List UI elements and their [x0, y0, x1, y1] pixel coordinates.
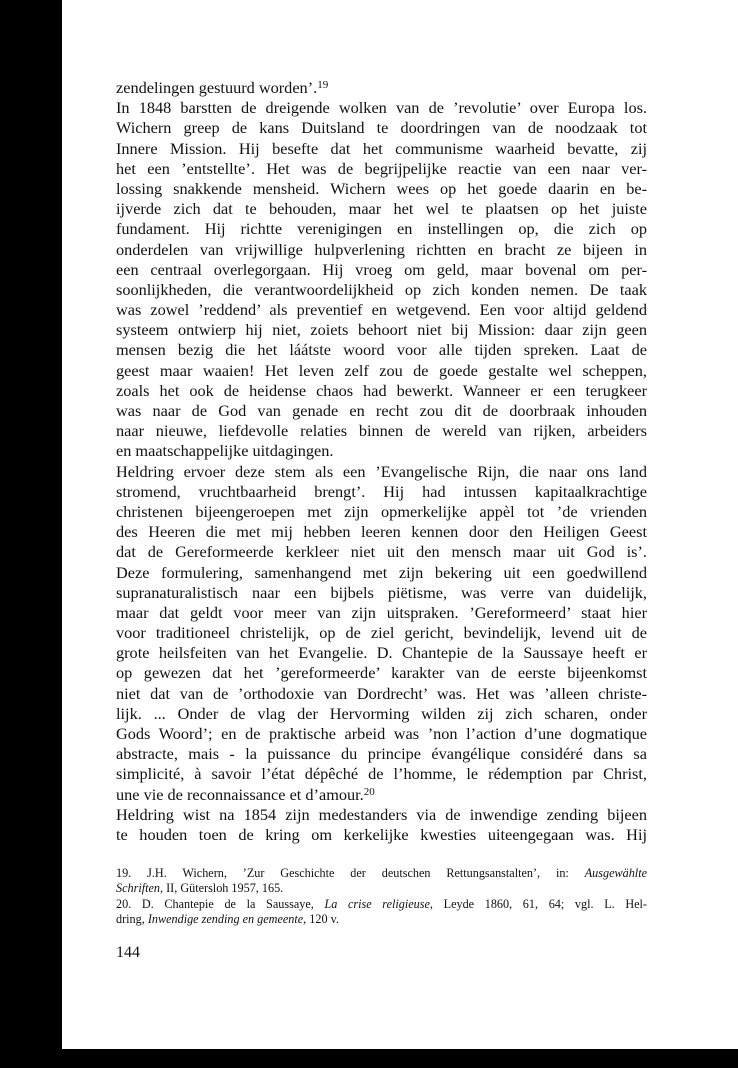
body-line: zendelingen gestuurd worden’.$^{19}$	[116, 78, 329, 97]
body-line: mensen bezig die het láátste woord voor alle tijden spreken. Laat de	[116, 340, 647, 360]
body-line: simplicité, à savoir l’état dépêché de l’homme, le rédemption par Christ,	[116, 764, 647, 784]
footnote-line: dring, Inwendige zending en gemeente, 120 v.	[116, 912, 339, 927]
body-line: Innere Mission. Hij besefte dat het communisme waarheid bevatte, zij	[116, 138, 647, 158]
body-line: voor traditioneel christelijk, op de ziel gericht, bevindelijk, levend uit de	[116, 623, 647, 643]
body-line: was naar de God van genade en recht zou dit de doorbraak inhouden	[116, 401, 647, 420]
body-line: des Heeren die met mij hebben leeren kennen door den Heiligen Geest	[116, 522, 647, 542]
scan-border-left	[0, 0, 62, 1068]
body-line: het een ’entstellte’. Het was de begrijpelijke reactie van een naar ver-	[116, 158, 647, 178]
body-line: christenen bijeengeroepen met zijn opmerkelijke appèl tot ’de vrienden	[116, 501, 647, 521]
body-line: fundament. Hij richtte verenigingen en instellingen op, die zich op	[116, 219, 647, 239]
body-line: stromend, vruchtbaarheid brengt’. Hij had intussen kapitaalkrachtige	[116, 481, 647, 501]
body-line: te houden toen de kring om kerkelijke kwesties uiteengegaan was. Hij	[116, 824, 647, 844]
footnote-line: 20. D. Chantepie de la Saussaye, La crise religieuse, Leyde 1860, 61, 64; vgl. L. Hel-	[116, 896, 647, 911]
body-line: dat de Gereformeerde kerkleer niet uit den mensch maar uit God is’.	[116, 542, 647, 562]
body-line: naar nieuwe, liefdevolle relaties binnen de wereld van rijken, arbeiders	[116, 421, 647, 441]
footnote-line: Schriften, II, Gütersloh 1957, 165.	[116, 881, 284, 896]
body-line: niet dat van de ’orthodoxie van Dordrecht’ was. Het was ’alleen christe-	[116, 683, 647, 703]
body-line: soonlijkheden, die verantwoordelijkheid op zich konden nemen. De taak	[116, 279, 647, 299]
footnote-line: 19. J.H. Wichern, ’Zur Geschichte der deutschen Rettungsanstalten’, in: Ausgewählte	[116, 866, 647, 880]
body-line: abstracte, mais - la puissance du principe évangélique considéré dans sa	[116, 744, 647, 764]
body-line: In 1848 barstten de dreigende wolken van de ’revolutie’ over Europa los.	[116, 98, 647, 118]
body-line: systeem ontwierp hij niet, zoiets behoort niet bij Mission: daar zijn geen	[116, 320, 647, 340]
page-number: 144	[116, 944, 140, 961]
body-line: een centraal overlegorgaan. Hij vroeg om geld, maar bovenal om per-	[116, 259, 647, 279]
body-line: Deze formulering, samenhangend met zijn bekering uit een goedwillend	[116, 562, 647, 582]
page-body	[116, 78, 647, 845]
body-line: Heldring wist na 1854 zijn medestanders via de inwendige zending bijeen	[116, 804, 647, 824]
body-line: zoals het ook de heidense chaos had bewerkt. Wanneer er een terugkeer	[116, 380, 647, 400]
footnotes	[116, 866, 647, 928]
body-line: une vie de reconnaissance et d’amour.$^{20}$	[116, 784, 375, 804]
body-line: was zowel ’reddend’ als preventief en wetgevend. Een voor altijd geldend	[116, 300, 647, 320]
body-line: ijverde zich dat te behouden, maar het wel te plaatsen op het juiste	[116, 199, 647, 219]
body-line: maar dat geldt voor meer van zijn uitspraken. ’Gereformeerd’ staat hier	[116, 602, 647, 622]
body-line: onderdelen van vrijwillige hulpverlening richtten en bracht ze bijeen in	[116, 239, 647, 259]
body-line: supranaturalistisch naar een bijbels piëtisme, was verre van duidelijk,	[116, 582, 647, 602]
body-line: grote heilsfeiten van het Evangelie. D. Chantepie de la Saussaye heeft er	[116, 643, 647, 663]
body-line: en maatschappelijke uitdagingen.	[116, 441, 334, 461]
footnote-reference: 19	[317, 79, 329, 91]
scan-border-bottom	[0, 1049, 738, 1068]
body-line: Gods Woord’; en de praktische arbeid was ’non l’action d’une dogmatique	[116, 724, 647, 743]
body-line: lijk. ... Onder de vlag der Hervorming wilden zij zich scharen, onder	[116, 703, 647, 723]
footnote-reference: 20	[363, 785, 375, 798]
body-line: Heldring ervoer deze stem als een ’Evangelische Rijn, die naar ons land	[116, 461, 647, 481]
body-line: geest maar waaien! Het leven zelf zou de goede gestalte wel scheppen,	[116, 360, 647, 380]
body-line: Wichern greep de kans Duitsland te doordringen van de noodzaak tot	[116, 118, 647, 138]
body-text	[116, 78, 647, 845]
body-line: op gewezen dat het ’gereformeerde’ karakter van de eerste bijeenkomst	[116, 663, 647, 683]
body-line: lossing snakkende mensheid. Wichern wees op het goede daarin en be-	[116, 178, 647, 198]
